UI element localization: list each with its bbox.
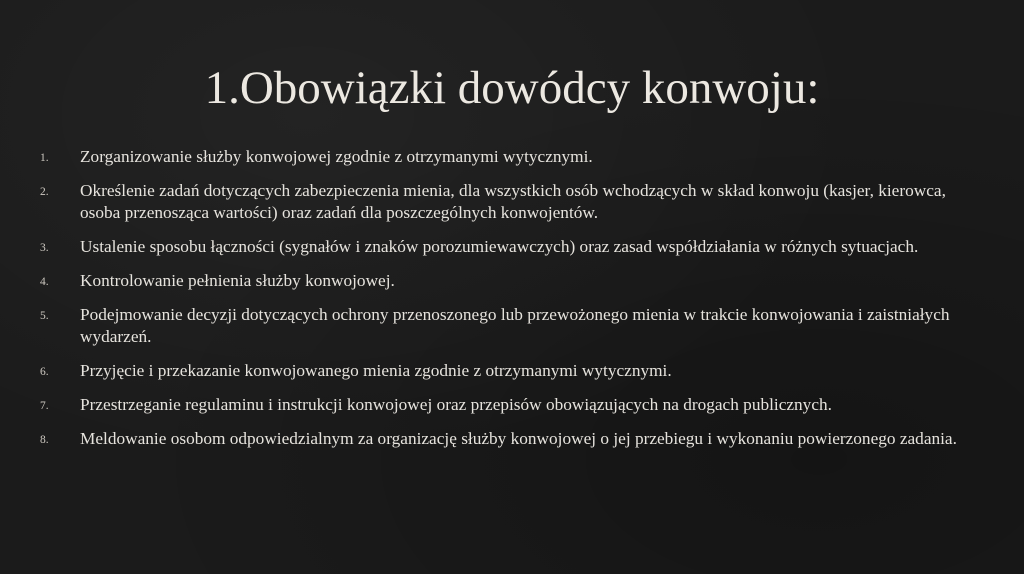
list-item-number: 7. <box>40 400 49 412</box>
list-item-number: 6. <box>40 366 49 378</box>
list-item <box>40 236 980 258</box>
duties-list <box>40 146 980 462</box>
list-item-number: 4. <box>40 276 49 288</box>
list-item-text: Kontrolowanie pełnienia służby konwojowej. <box>80 271 395 290</box>
list-item-number: 1. <box>40 152 49 164</box>
list-item-number: 8. <box>40 434 49 446</box>
list-item-text: Ustalenie sposobu łączności (sygnałów i znaków porozumiewawczych) oraz zasad współdziałania w różnych sytuacjach. <box>80 237 919 256</box>
list-item-text: Zorganizowanie służby konwojowej zgodnie z otrzymanymi wytycznymi. <box>80 147 593 166</box>
list-item <box>40 146 980 168</box>
list-item-text: Przestrzeganie regulaminu i instrukcji konwojowej oraz przepisów obowiązujących na drogach publicznych. <box>80 395 832 414</box>
slide-title: 1.Obowiązki dowódcy konwoju: <box>204 62 820 114</box>
list-item-number: 3. <box>40 242 49 254</box>
list-item-number: 5. <box>40 310 49 322</box>
list-item-text: Meldowanie osobom odpowiedzialnym za organizację służby konwojowej o jej przebiegu i wykonaniu powierzonego zadania. <box>80 429 957 448</box>
list-item <box>40 304 980 348</box>
list-item-text: Przyjęcie i przekazanie konwojowanego mienia zgodnie z otrzymanymi wytycznymi. <box>80 361 672 380</box>
list-item <box>40 270 980 292</box>
list-item <box>40 180 980 224</box>
list-item <box>40 360 980 382</box>
list-item-text: Określenie zadań dotyczących zabezpieczenia mienia, dla wszystkich osób wchodzących w skład konwoju (kasjer, kierowca, osoba przenosząca wartości) oraz zadań dla poszczególnych konwojentów. <box>80 181 946 222</box>
list-item-text: Podejmowanie decyzji dotyczących ochrony przenoszonego lub przewożonego mienia w trakcie konwojowania i zaistniałych wydarzeń. <box>80 305 950 346</box>
list-item <box>40 394 980 416</box>
list-item <box>40 428 980 450</box>
list-item-number: 2. <box>40 186 49 198</box>
